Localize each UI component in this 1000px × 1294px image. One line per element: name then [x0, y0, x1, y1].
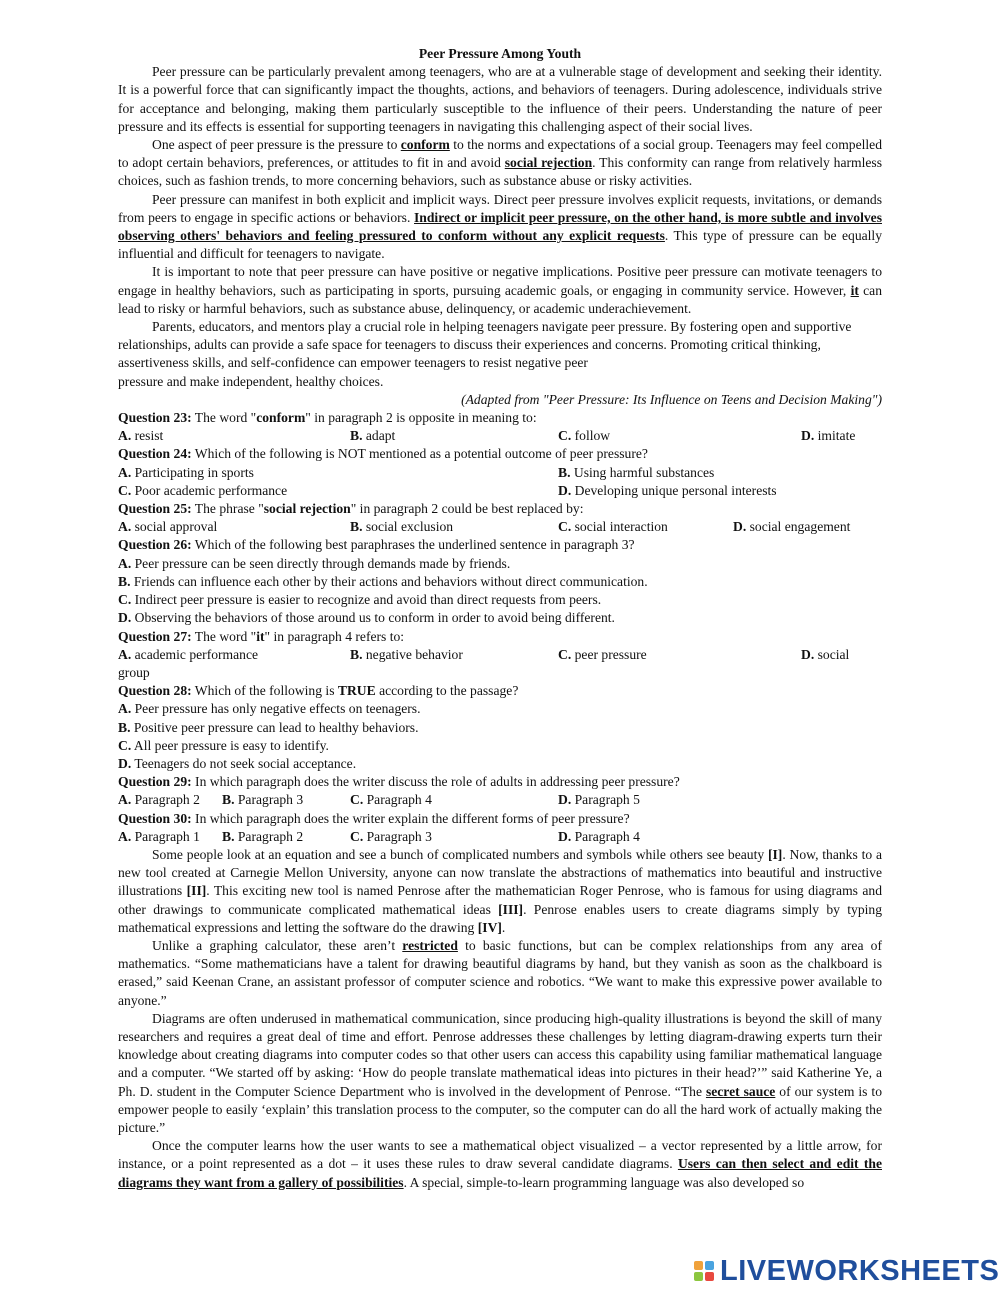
- passage2-paragraph-2: Unlike a graphing calculator, these aren’t restricted to basic functions, but can be complex relationships from any area of mathematics. “Some mathematicians have a talent for drawing beautiful diagrams by hand, but they vanish as soon as the chalkboard is erased,” said Keenan Crane, an assistant professor of computer science and robotics. “We want to make this expressive power available to anyone.”: [118, 937, 882, 1008]
- question-label: Question 29:: [118, 774, 192, 790]
- option-a[interactable]: A. Participating in sports: [118, 464, 254, 480]
- question-label: Question 28:: [118, 683, 192, 699]
- question-label: Question 27:: [118, 628, 192, 644]
- option-d[interactable]: D. social: [801, 646, 850, 662]
- liveworksheets-logo-icon: [694, 1261, 714, 1281]
- option-d-wrap: group: [118, 664, 150, 680]
- option-d[interactable]: D. Paragraph 4: [558, 828, 640, 844]
- option-b[interactable]: B. negative behavior: [350, 646, 463, 662]
- option-d[interactable]: D. Observing the behaviors of those around us to conform in order to avoid being different.: [118, 610, 615, 626]
- passage-title: Peer Pressure Among Youth: [418, 46, 582, 61]
- option-b[interactable]: B. Positive peer pressure can lead to healthy behaviors.: [118, 719, 419, 735]
- passage2-paragraph-4: Once the computer learns how the user wants to see a mathematical object visualized – a vector represented by a little arrow, for instance, or a point represented as a dot – it uses these rules to draw several candidate diagrams. Users can then select and edit the diagrams they want from a gallery of possibilities. A special, simple-to-learn programming language was also developed so: [118, 1138, 882, 1190]
- question-label: Question 30:: [118, 810, 192, 826]
- option-c[interactable]: C. Paragraph 3: [350, 828, 432, 844]
- passage2-paragraph-3: Diagrams are often underused in mathematical communication, since producing high-quality illustrations is beyond the skill of many researchers and requires a great deal of time and effort. Penrose addresses these challenges by letting diagram-drawing experts turn their knowledge about creating diagrams into computer codes so that other users can access this capability using familiar mathematical language and a computer. “We started off by asking: ‘How do people translate mathematical ideas into pictures in their head?’” said Katherine Ye, a Ph. D. student in the Computer Science Department who is involved in the development of Penrose. “The secret sauce of our system is to empower people to easily ‘explain’ this translation process to the computer, so the computer can do all the hard work of actually making the picture.”: [118, 1010, 882, 1135]
- question-30-options: [118, 828, 882, 846]
- question-25-options: [118, 518, 882, 536]
- option-c[interactable]: C. social interaction: [558, 519, 668, 535]
- question-24-options-row-2: [118, 482, 882, 500]
- option-c[interactable]: C. All peer pressure is easy to identify.: [118, 737, 329, 753]
- underlined-word-conform: conform: [400, 137, 450, 153]
- underlined-word-restricted: restricted: [402, 937, 458, 953]
- underlined-sentence-paragraph-4: Users can then select and edit the diagrams they want from a gallery of possibilities: [118, 1156, 882, 1190]
- option-c[interactable]: C. Paragraph 4: [350, 792, 432, 808]
- option-d[interactable]: D. social engagement: [733, 519, 851, 535]
- question-30: Question 30: In which paragraph does the writer explain the different forms of peer pressure?: [118, 810, 630, 826]
- question-23-options: [118, 427, 882, 445]
- question-25: Question 25: The phrase "social rejection" in paragraph 2 could be best replaced by:: [118, 501, 584, 517]
- option-a[interactable]: A. Peer pressure has only negative effects on teenagers.: [118, 701, 421, 717]
- passage1-paragraph-5-end: pressure and make independent, healthy choices.: [118, 373, 384, 389]
- passage1-paragraph-2: One aspect of peer pressure is the pressure to conform to the norms and expectations of a social group. Teenagers may feel compelled to adopt certain behaviors, preferences, or attitudes to fit in and avoid social rejection. This conformity can range from relatively harmless choices, such as fashion trends, to more concerning behaviors, such as substance abuse or risky activities.: [118, 137, 883, 189]
- insert-marker-3: [III]: [498, 901, 524, 917]
- insert-marker-2: [II]: [186, 883, 207, 899]
- option-a[interactable]: A. Peer pressure can be seen directly through demands made by friends.: [118, 555, 511, 571]
- insert-marker-1: [I]: [767, 846, 783, 862]
- question-29-options: [118, 791, 882, 809]
- option-c[interactable]: C. follow: [558, 428, 611, 444]
- passage1-paragraph-4: It is important to note that peer pressure can have positive or negative implications. Positive peer pressure can motivate teenagers to engage in healthy behaviors, such as participating in sports, pursuing academic goals, or engaging in community service. However, it can lead to risky or harmful behaviors, such as substance abuse, delinquency, or academic underachievement.: [118, 264, 882, 316]
- option-b[interactable]: B. adapt: [350, 428, 396, 444]
- question-28: Question 28: Which of the following is TRUE according to the passage?: [118, 683, 519, 699]
- question-27: Question 27: The word "it" in paragraph 4 refers to:: [118, 628, 405, 644]
- passage1-paragraph-1: Peer pressure can be particularly prevalent among teenagers, who are at a vulnerable stage of development and seeking their identity. It is a powerful force that can significantly impact the thoughts, actions, and behaviors of teenagers. During adolescence, individuals strive for acceptance and belonging, making them particularly susceptible to the influence of their peers. Understanding the nature of peer pressure and its effects is essential for supporting teenagers in navigating this challenging aspect of their social lives.: [118, 64, 882, 134]
- liveworksheets-logo: [694, 1256, 999, 1286]
- question-24-options-row-1: [118, 464, 882, 482]
- option-a[interactable]: A. academic performance: [118, 646, 259, 662]
- source-citation: (Adapted from "Peer Pressure: Its Influence on Teens and Decision Making"): [461, 391, 882, 407]
- option-b[interactable]: B. Using harmful substances: [558, 464, 715, 480]
- option-a[interactable]: A. Paragraph 1: [118, 828, 200, 844]
- underlined-phrase-social-rejection: social rejection: [504, 155, 593, 171]
- liveworksheets-logo-text: LIVEWORKSHEETS: [720, 1254, 1000, 1287]
- question-24: Question 24: Which of the following is NOT mentioned as a potential outcome of peer pressure?: [118, 446, 648, 462]
- insert-marker-4: [IV]: [477, 919, 502, 935]
- question-label: Question 26:: [118, 537, 192, 553]
- question-23: Question 23: The word "conform" in paragraph 2 is opposite in meaning to:: [118, 410, 537, 426]
- worksheet-page: [118, 45, 882, 1192]
- option-a[interactable]: A. Paragraph 2: [118, 792, 200, 808]
- option-a[interactable]: A. social approval: [118, 519, 218, 535]
- underlined-sentence-paragraph-3: Indirect or implicit peer pressure, on the other hand, is more subtle and involves observing others' behaviors and feeling pressured to conform without any explicit requests: [118, 209, 882, 244]
- underlined-phrase-secret-sauce: secret sauce: [705, 1083, 776, 1099]
- underlined-word-it: it: [850, 282, 859, 298]
- passage1-paragraph-5: Parents, educators, and mentors play a crucial role in helping teenagers navigate peer pressure. By fostering open and supportive relationships, adults can provide a safe space for teenagers to discuss their experiences and concerns. Promoting critical thinking, assertiveness skills, and self-confidence can empower teenagers to resist negative peer: [118, 319, 852, 371]
- question-29: Question 29: In which paragraph does the writer discuss the role of adults in addressing peer pressure?: [118, 774, 680, 790]
- question-26: Question 26: Which of the following best paraphrases the underlined sentence in paragraph 3?: [118, 537, 635, 553]
- option-a[interactable]: A. resist: [118, 428, 164, 444]
- option-c[interactable]: C. peer pressure: [558, 646, 647, 662]
- question-27-options: [118, 646, 882, 664]
- question-label: Question 25:: [118, 501, 192, 517]
- option-d[interactable]: D. Developing unique personal interests: [558, 482, 777, 498]
- option-d[interactable]: D. imitate: [801, 428, 856, 444]
- option-b[interactable]: B. social exclusion: [350, 519, 454, 535]
- passage1-paragraph-3: Peer pressure can manifest in both explicit and implicit ways. Direct peer pressure involves explicit requests, invitations, or demands from peers to engage in specific actions or behaviors. Indirect or implicit peer pressure, on the other hand, is more subtle and involves observing others' behaviors and feeling pressured to conform without any explicit requests. This type of pressure can be equally influential and difficult for teenagers to navigate.: [118, 191, 882, 262]
- option-b[interactable]: B. Paragraph 2: [222, 828, 304, 844]
- question-label: Question 23:: [118, 410, 192, 426]
- option-c[interactable]: C. Indirect peer pressure is easier to recognize and avoid than direct requests from peers.: [118, 592, 602, 608]
- option-d[interactable]: D. Teenagers do not seek social acceptance.: [118, 755, 357, 771]
- option-b[interactable]: B. Friends can influence each other by their actions and behaviors without direct communication.: [118, 573, 648, 589]
- question-label: Question 24:: [118, 446, 192, 462]
- option-d[interactable]: D. Paragraph 5: [558, 792, 640, 808]
- passage2-paragraph-1: Some people look at an equation and see a bunch of complicated numbers and symbols while others see beauty [I]. Now, thanks to a new tool created at Carnegie Mellon University, anyone can now translate the abstractions of mathematics into beautiful and instructive illustrations [II]. This exciting new tool is named Penrose after the mathematician Roger Penrose, who is famous for using diagrams and other drawings to communicate complicated mathematical ideas [III]. Penrose enables users to create diagrams simply by typing mathematical expressions and letting the software do the drawing [IV].: [118, 846, 882, 935]
- option-c[interactable]: C. Poor academic performance: [118, 482, 288, 498]
- option-b[interactable]: B. Paragraph 3: [222, 792, 304, 808]
